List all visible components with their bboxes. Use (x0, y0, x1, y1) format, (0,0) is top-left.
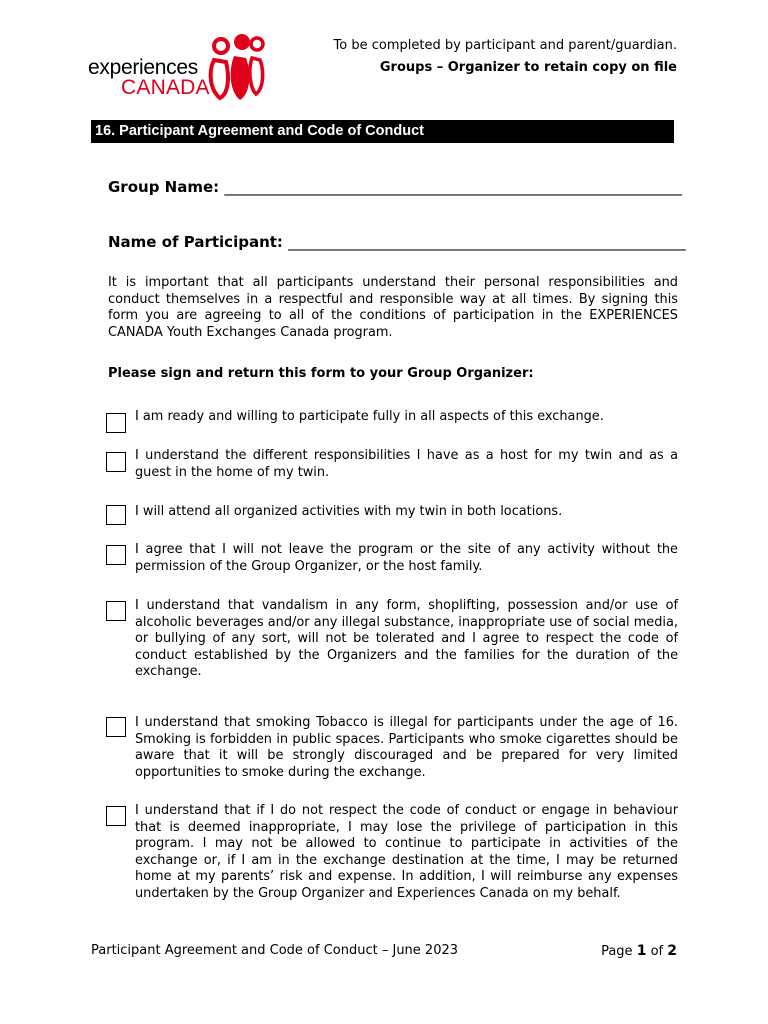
agreement-text: I will attend all organized activities with my twin in both locations. (135, 504, 563, 519)
list-item (106, 803, 678, 907)
agreement-checkbox[interactable] (106, 413, 126, 433)
page-of: of (650, 944, 664, 959)
agreement-text: I am ready and willing to participate fully in all aspects of this exchange. (135, 409, 604, 424)
group-name-label: Group Name: (108, 178, 220, 196)
page-number (601, 943, 677, 959)
agreement-checkbox[interactable] (106, 806, 126, 826)
agreement-checkbox[interactable] (106, 452, 126, 472)
page-current: 1 (636, 943, 647, 959)
list-item (106, 409, 678, 437)
experiences-canada-logo (88, 30, 268, 102)
agreement-text: I understand the different responsibilities I have as a host for my twin and as a guest in the home of my twin. (135, 448, 678, 480)
page-prefix: Page (601, 944, 633, 959)
page-total: 2 (667, 943, 677, 959)
agreement-text: I understand that smoking Tobacco is illegal for participants under the age of 16. Smoking is forbidden in public spaces. Participants who smoke cigarettes should be aware that it will be strongly discouraged and be prepared for very limited opportunities to smoke during the exchange. (135, 715, 678, 780)
logo-text-experiences: experiences (88, 56, 198, 79)
instruction-heading: Please sign and return this form to your Group Organizer: (108, 366, 534, 381)
two-people-logo-icon (206, 32, 266, 102)
list-item (106, 504, 678, 532)
group-name-field[interactable] (108, 178, 682, 196)
agreement-checkbox[interactable] (106, 601, 126, 621)
agreement-checkbox[interactable] (106, 545, 126, 565)
agreement-checkbox[interactable] (106, 717, 126, 737)
section-header: 16. Participant Agreement and Code of Conduct (91, 120, 674, 143)
agreement-checkbox[interactable] (106, 505, 126, 525)
agreement-text: I understand that if I do not respect the code of conduct or engage in behaviour that is deemed inappropriate, I may lose the privilege of participation in this program. I may not be allowed to continue to participate in activities of the exchange or, if I am in the exchange destination at the time, I may be returned home at my parents’ risk and expense. In addition, I will reimburse any expenses undertaken by the Group Organizer and Experiences Canada on my behalf. (135, 803, 678, 901)
participant-name-label: Name of Participant: (108, 233, 283, 251)
intro-paragraph: It is important that all participants understand their personal responsibilities and conduct themselves in a respectful and responsible way at all times. By signing this form you are agreeing to all of the conditions of participation in the EXPERIENCES CANADA Youth Exchanges Canada program. (108, 275, 678, 340)
list-item (106, 715, 678, 785)
completion-note: To be completed by participant and parent/guardian. (333, 38, 677, 53)
organizer-note: Groups – Organizer to retain copy on file (379, 60, 677, 75)
list-item (106, 598, 678, 684)
list-item (106, 542, 678, 578)
logo-text-canada: CANADA (121, 76, 210, 99)
agreement-text: I agree that I will not leave the program or the site of any activity without the permission of the Group Organizer, or the host family. (135, 542, 678, 574)
group-name-blank[interactable]: _____________________________________________________________ (224, 178, 682, 196)
footer-document-title: Participant Agreement and Code of Conduct – June 2023 (91, 943, 459, 958)
list-item (106, 448, 678, 484)
participant-name-blank[interactable]: _____________________________________________________ (288, 233, 686, 251)
participant-name-field[interactable] (108, 233, 686, 251)
agreement-text: I understand that vandalism in any form, shoplifting, possession and/or use of alcoholic beverages and/or any illegal substance, inappropriate use of social media, or bullying of any sort, will not be tolerated and I agree to respect the code of conduct established by the Organizers and the families for the duration of the exchange. (135, 598, 678, 680)
